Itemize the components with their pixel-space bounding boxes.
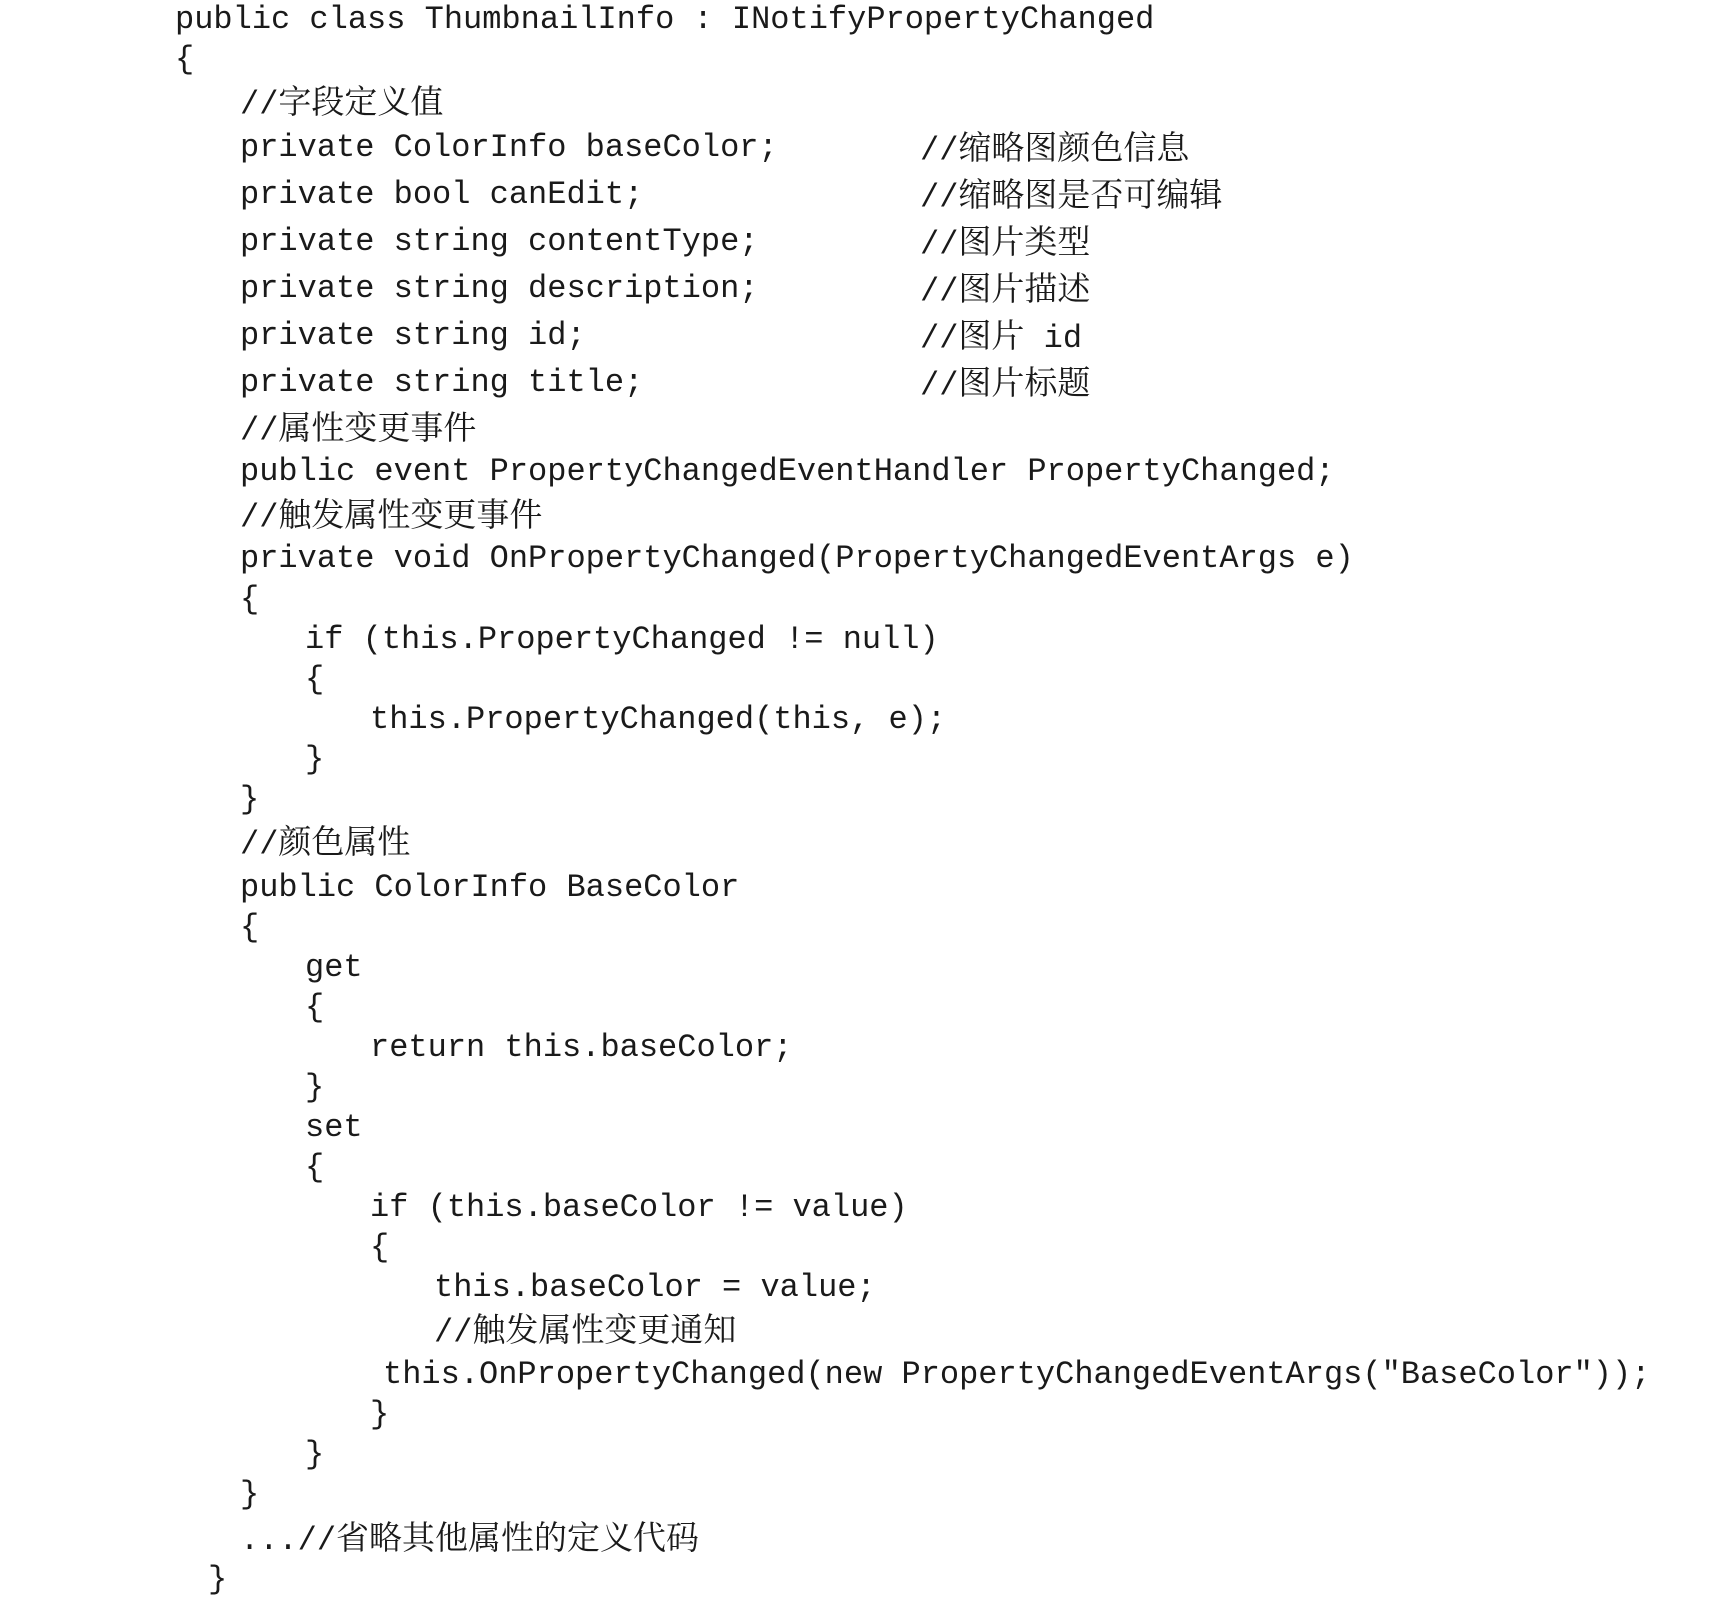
code-line-if-null-check: if (this.PropertyChanged != null) [305, 621, 939, 658]
code-line-class-brace-close: } [208, 1561, 228, 1598]
code-line-call-onpropertychanged: this.OnPropertyChanged(new PropertyChangedEventArgs("BaseColor")); [383, 1356, 1651, 1393]
code-line-getter: get [305, 949, 363, 986]
code-line-brace-open: { [370, 1229, 390, 1266]
code-line-class-declaration: public class ThumbnailInfo : INotifyPropertyChanged [175, 1, 1155, 38]
code-line-event-declaration: public event PropertyChangedEventHandler PropertyChanged; [240, 453, 1335, 490]
code-line-brace-open: { [175, 41, 195, 78]
code-line-invoke-event: this.PropertyChanged(this, e); [370, 701, 947, 738]
code-line-brace-open: { [240, 581, 260, 618]
code-line-brace-close: } [240, 781, 260, 818]
code-line-field-description: private string description; [240, 270, 759, 307]
code-line-comment-omitted: ...//省略其他属性的定义代码 [240, 1518, 700, 1559]
code-line-field-basecolor: private ColorInfo baseColor; [240, 129, 778, 166]
code-line-field-contenttype-comment: //图片类型 [920, 222, 1091, 263]
code-line-brace-close: } [370, 1396, 390, 1433]
code-line-if-value-changed: if (this.baseColor != value) [370, 1189, 908, 1226]
code-line-field-basecolor-comment: //缩略图颜色信息 [920, 128, 1190, 169]
code-line-comment-fields: //字段定义值 [240, 82, 444, 123]
code-line-field-id: private string id; [240, 317, 586, 354]
code-line-brace-open: { [240, 909, 260, 946]
code-line-brace-close: } [305, 1436, 325, 1473]
code-line-field-contenttype: private string contentType; [240, 223, 759, 260]
code-line-method-onpropertychanged: private void OnPropertyChanged(PropertyChangedEventArgs e) [240, 540, 1354, 577]
code-line-field-description-comment: //图片描述 [920, 269, 1091, 310]
code-line-brace-open: { [305, 661, 325, 698]
code-line-field-id-comment: //图片 id [920, 316, 1083, 357]
code-line-brace-close: } [240, 1476, 260, 1513]
code-line-brace-close: } [305, 741, 325, 778]
code-line-comment-notify: //触发属性变更通知 [434, 1310, 737, 1351]
code-line-brace-open: { [305, 989, 325, 1026]
code-line-field-canedit: private bool canEdit; [240, 176, 644, 213]
code-line-return-basecolor: return this.baseColor; [370, 1029, 793, 1066]
code-line-property-basecolor: public ColorInfo BaseColor [240, 869, 740, 906]
code-line-field-title: private string title; [240, 364, 644, 401]
code-line-comment-trigger: //触发属性变更事件 [240, 495, 543, 536]
code-line-setter: set [305, 1109, 363, 1146]
code-line-brace-open: { [305, 1149, 325, 1186]
code-line-field-title-comment: //图片标题 [920, 363, 1091, 404]
code-line-brace-close: } [305, 1069, 325, 1106]
code-line-field-canedit-comment: //缩略图是否可编辑 [920, 175, 1223, 216]
code-line-comment-color-property: //颜色属性 [240, 822, 411, 863]
code-line-assign-basecolor: this.baseColor = value; [434, 1269, 876, 1306]
code-line-comment-event: //属性变更事件 [240, 408, 477, 449]
